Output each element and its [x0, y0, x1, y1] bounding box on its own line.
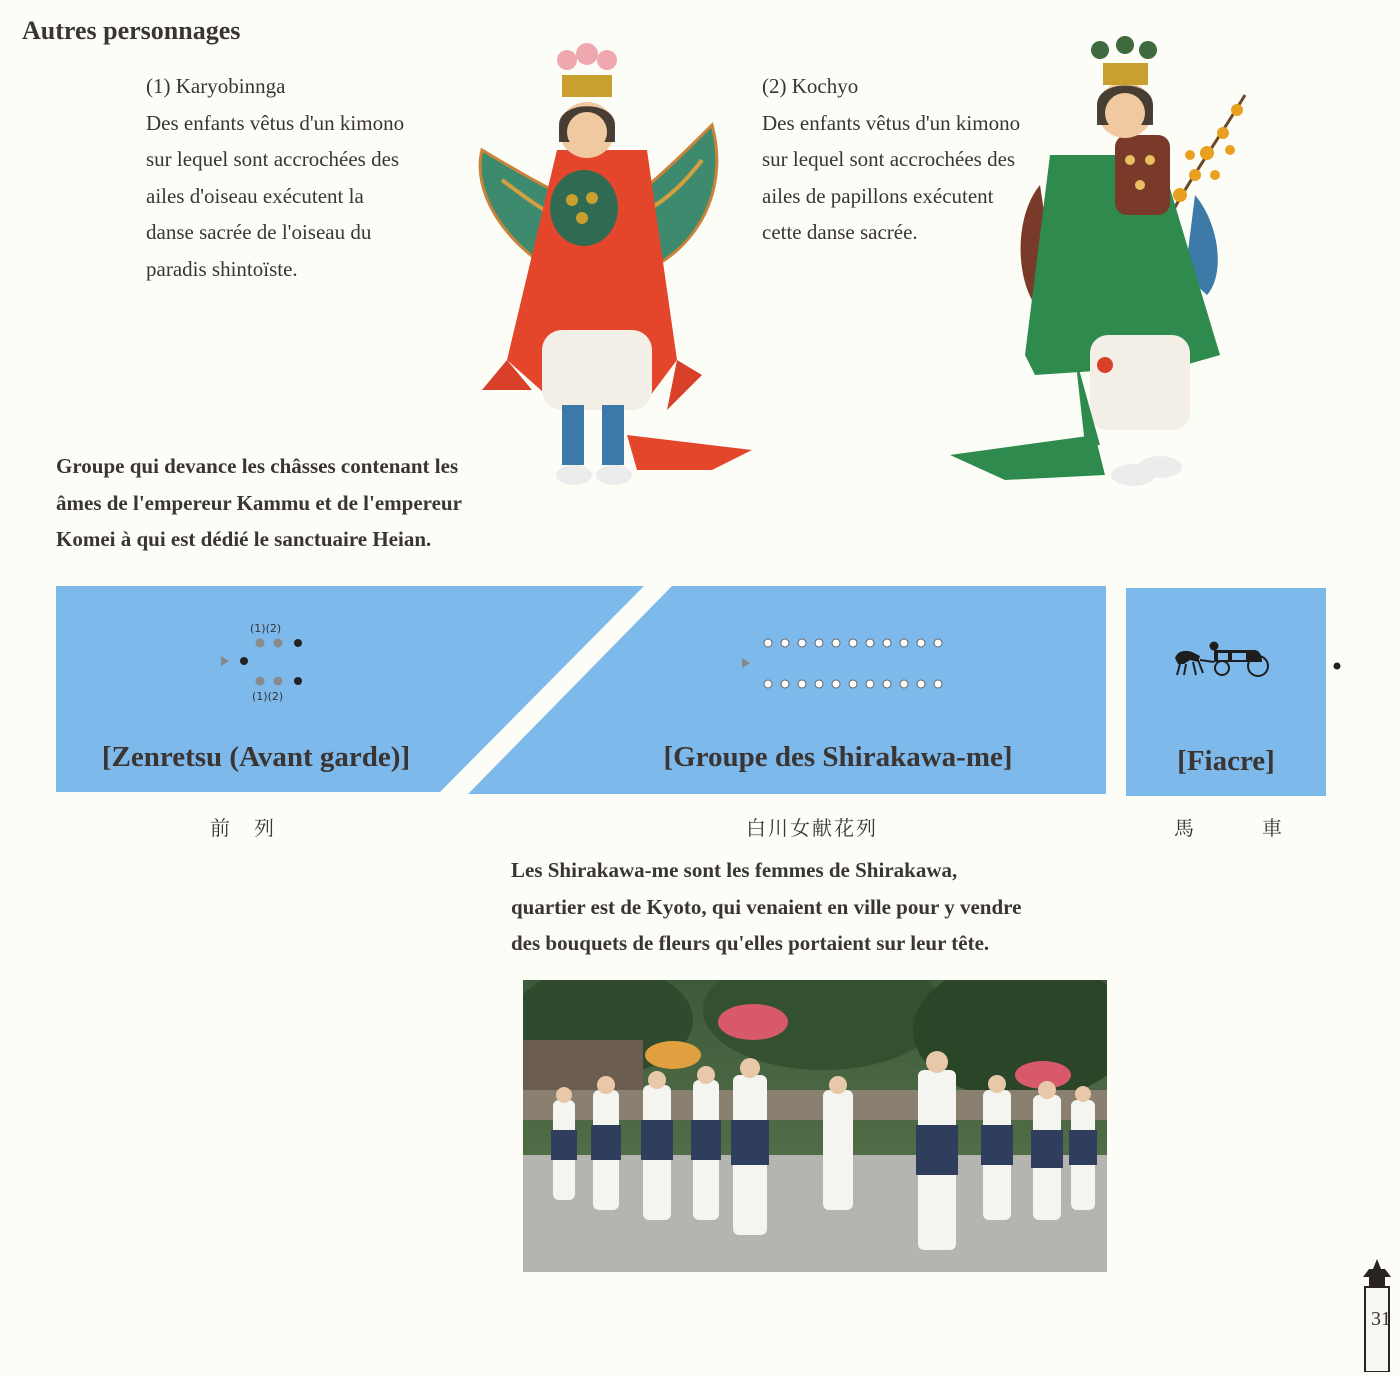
label-shirakawa: [Groupe des Shirakawa-me] — [663, 741, 1013, 773]
marker-2-bottom — [274, 677, 283, 686]
caption-line: Des enfants vêtus d'un kimono — [146, 110, 405, 135]
markers-bottom-label: (1)(2) — [252, 690, 284, 703]
label-zenretsu: [Zenretsu (Avant garde)] — [101, 741, 411, 773]
shirakawa-procession-photo — [523, 980, 1107, 1272]
shirakawa-line: quartier est de Kyoto, qui venaient en ville pour y vendre — [511, 894, 1022, 919]
label-fiacre: [Fiacre] — [1177, 745, 1275, 777]
kanji-zenretsu: 前 列 — [210, 816, 276, 840]
caption-line: ailes d'oiseau exécutent la — [146, 183, 364, 208]
shirakawa-line: Les Shirakawa-me sont les femmes de Shirakawa, — [511, 858, 958, 882]
caption-karyobinnga-title: (1) Karyobinnga — [146, 74, 286, 98]
caption-line: danse sacrée de l'oiseau du — [146, 220, 372, 244]
group-intro-line: Komei à qui est dédié le sanctuaire Heian. — [56, 527, 432, 551]
group-intro — [56, 448, 462, 558]
shirakawa-line: des bouquets de fleurs qu'elles portaient sur leur tête. — [511, 931, 990, 955]
page-number: 31 — [1371, 1308, 1391, 1330]
page-marker — [1355, 1255, 1400, 1372]
caption-line: cette danse sacrée. — [762, 220, 918, 244]
caption-line: paradis shintoïste. — [146, 256, 298, 281]
karyobinnga-photo — [462, 30, 762, 495]
caption-line: sur lequel sont accrochées des — [146, 147, 400, 171]
caption-kochyo-title: (2) Kochyo — [762, 74, 859, 98]
marker-black — [294, 639, 302, 647]
section-title: Autres personnages — [22, 16, 241, 45]
caption-line: ailes de papillons exécutent — [762, 183, 994, 208]
procession-diagram — [0, 580, 1400, 805]
marker-1-top — [256, 639, 265, 648]
caption-line: Des enfants vêtus d'un kimono — [762, 110, 1021, 135]
kanji-shirakawa: 白川女献花列 — [746, 816, 878, 840]
kanji-fiacre: 馬 車 — [1174, 816, 1284, 840]
group-intro-line: Groupe qui devance les châsses contenant les — [56, 454, 459, 478]
shirakawa-paragraph — [511, 852, 1021, 962]
caption-line: sur lequel sont accrochées des — [762, 147, 1016, 171]
markers-top-label: (1)(2) — [250, 622, 282, 635]
marker-2-top — [274, 639, 283, 648]
kochyo-photo — [945, 35, 1265, 500]
marker-black — [1334, 663, 1341, 670]
group-intro-line: âmes de l'empereur Kammu et de l'empereur — [56, 490, 462, 515]
marker-black — [240, 657, 248, 665]
marker-black — [294, 677, 302, 685]
marker-1-bottom — [256, 677, 265, 686]
caption-karyobinnga — [146, 68, 404, 287]
